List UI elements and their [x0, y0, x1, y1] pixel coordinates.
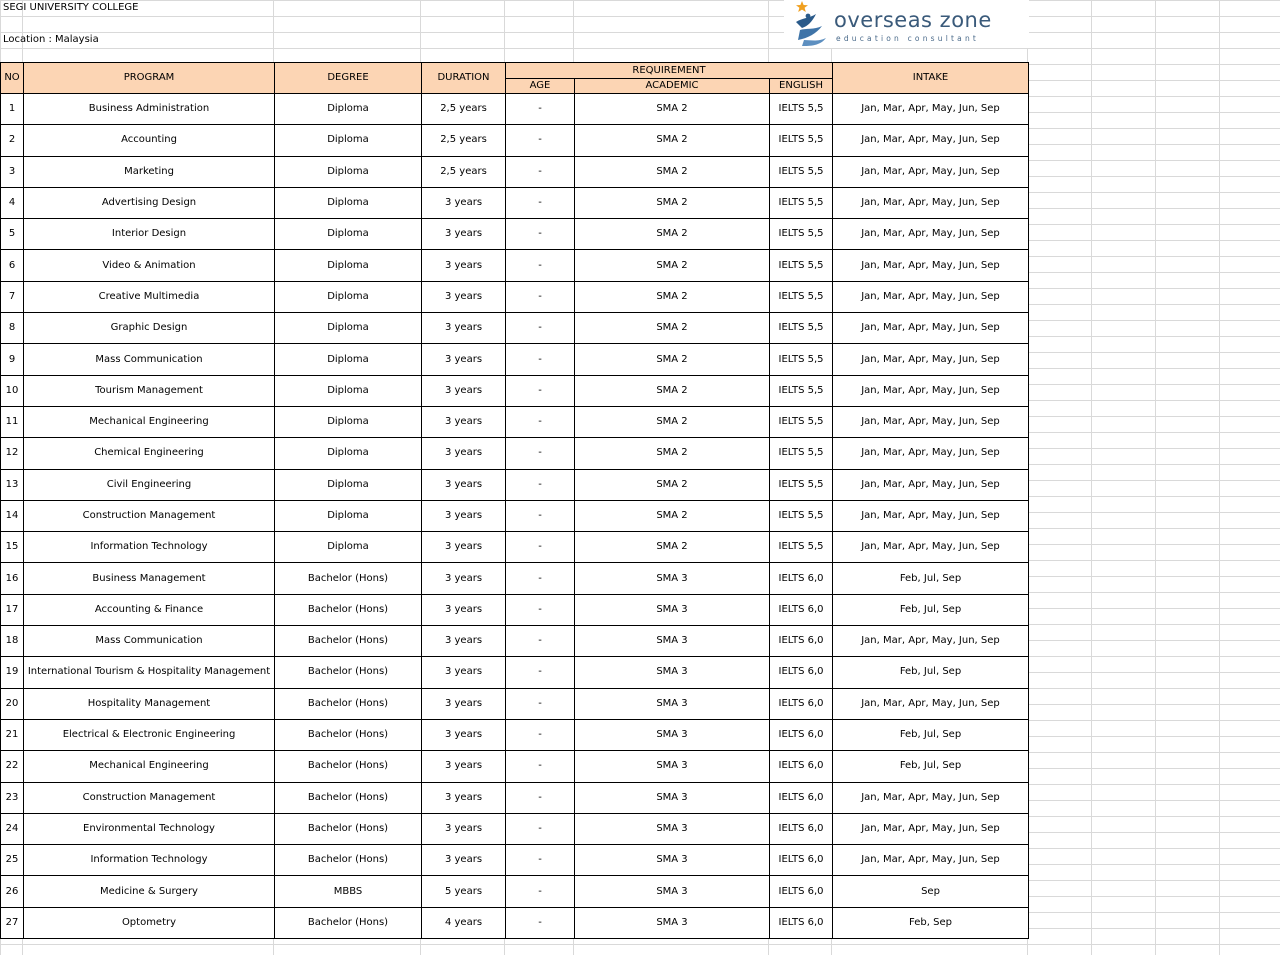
cell-duration[interactable]: 2,5 years [422, 156, 506, 187]
program-rows [1, 94, 1029, 939]
table-row [1, 751, 1029, 782]
cell-intake[interactable]: Jan, Mar, Apr, May, Jun, Sep [833, 813, 1029, 844]
cell-degree[interactable]: Bachelor (Hons) [275, 594, 422, 625]
cell-degree[interactable]: Bachelor (Hons) [275, 626, 422, 657]
cell-no[interactable]: 26 [1, 876, 24, 907]
cell-english[interactable]: IELTS 5,5 [770, 94, 833, 125]
table-row [1, 94, 1029, 125]
cell-program[interactable]: Mechanical Engineering [24, 406, 275, 437]
cell-english[interactable]: IELTS 5,5 [770, 438, 833, 469]
cell-english[interactable]: IELTS 5,5 [770, 344, 833, 375]
cell-intake[interactable]: Jan, Mar, Apr, May, Jun, Sep [833, 500, 1029, 531]
cell-degree[interactable]: Diploma [275, 125, 422, 156]
table-row [1, 469, 1029, 500]
cell-program[interactable]: Chemical Engineering [24, 438, 275, 469]
cell-no[interactable]: 8 [1, 313, 24, 344]
overseas-zone-logo [784, 0, 1029, 48]
cell-no[interactable]: 16 [1, 563, 24, 594]
cell-intake[interactable]: Jan, Mar, Apr, May, Jun, Sep [833, 187, 1029, 218]
cell-degree[interactable]: Bachelor (Hons) [275, 688, 422, 719]
cell-program[interactable]: Construction Management [24, 500, 275, 531]
cell-duration[interactable]: 3 years [422, 375, 506, 406]
cell-intake[interactable]: Jan, Mar, Apr, May, Jun, Sep [833, 125, 1029, 156]
cell-degree[interactable]: Diploma [275, 469, 422, 500]
cell-duration[interactable]: 3 years [422, 813, 506, 844]
cell-age[interactable]: - [506, 782, 575, 813]
cell-age[interactable]: - [506, 344, 575, 375]
header-english: ENGLISH [770, 79, 833, 94]
logo-name: overseas zone [834, 8, 992, 32]
cell-english[interactable]: IELTS 6,0 [770, 813, 833, 844]
cell-program[interactable]: Electrical & Electronic Engineering [24, 719, 275, 750]
cell-intake[interactable]: Jan, Mar, Apr, May, Jun, Sep [833, 94, 1029, 125]
cell-no[interactable]: 20 [1, 688, 24, 719]
cell-academic[interactable]: SMA 2 [575, 156, 770, 187]
cell-age[interactable]: - [506, 594, 575, 625]
cell-duration[interactable]: 3 years [422, 313, 506, 344]
programs-table [0, 62, 1029, 939]
logo-tagline: education consultant [836, 34, 980, 43]
table-row [1, 782, 1029, 813]
cell-no[interactable]: 13 [1, 469, 24, 500]
cell-duration[interactable]: 3 years [422, 688, 506, 719]
cell-program[interactable]: Information Technology [24, 845, 275, 876]
table-row [1, 406, 1029, 437]
cell-no[interactable]: 21 [1, 719, 24, 750]
cell-intake[interactable]: Jan, Mar, Apr, May, Jun, Sep [833, 406, 1029, 437]
cell-duration[interactable]: 3 years [422, 845, 506, 876]
gridline-col [1155, 0, 1156, 955]
cell-age[interactable]: - [506, 187, 575, 218]
cell-program[interactable]: Business Management [24, 563, 275, 594]
cell-duration[interactable]: 3 years [422, 219, 506, 250]
cell-english[interactable]: IELTS 5,5 [770, 313, 833, 344]
cell-academic[interactable]: SMA 2 [575, 532, 770, 563]
cell-age[interactable]: - [506, 626, 575, 657]
cell-academic[interactable]: SMA 3 [575, 657, 770, 688]
cell-duration[interactable]: 3 years [422, 500, 506, 531]
table-row [1, 876, 1029, 907]
cell-age[interactable]: - [506, 688, 575, 719]
cell-intake[interactable]: Feb, Jul, Sep [833, 594, 1029, 625]
header-intake: INTAKE [833, 63, 1029, 94]
cell-academic[interactable]: SMA 3 [575, 845, 770, 876]
cell-academic[interactable]: SMA 2 [575, 187, 770, 218]
cell-no[interactable]: 12 [1, 438, 24, 469]
table-row [1, 281, 1029, 312]
cell-degree[interactable]: Diploma [275, 500, 422, 531]
cell-academic[interactable]: SMA 3 [575, 594, 770, 625]
cell-academic[interactable]: SMA 3 [575, 782, 770, 813]
cell-intake[interactable]: Feb, Jul, Sep [833, 719, 1029, 750]
cell-intake[interactable]: Jan, Mar, Apr, May, Jun, Sep [833, 250, 1029, 281]
cell-program[interactable]: Mass Communication [24, 344, 275, 375]
cell-degree[interactable]: Bachelor (Hons) [275, 845, 422, 876]
table-row [1, 907, 1029, 938]
cell-duration[interactable]: 4 years [422, 907, 506, 938]
cell-no[interactable]: 5 [1, 219, 24, 250]
cell-english[interactable]: IELTS 6,0 [770, 594, 833, 625]
cell-no[interactable]: 15 [1, 532, 24, 563]
table-row [1, 156, 1029, 187]
cell-intake[interactable]: Feb, Sep [833, 907, 1029, 938]
cell-intake[interactable]: Jan, Mar, Apr, May, Jun, Sep [833, 782, 1029, 813]
cell-age[interactable]: - [506, 219, 575, 250]
table-row [1, 313, 1029, 344]
cell-english[interactable]: IELTS 6,0 [770, 845, 833, 876]
cell-degree[interactable]: Diploma [275, 313, 422, 344]
cell-duration[interactable]: 3 years [422, 532, 506, 563]
cell-age[interactable]: - [506, 375, 575, 406]
cell-academic[interactable]: SMA 2 [575, 125, 770, 156]
table-row [1, 813, 1029, 844]
cell-no[interactable]: 14 [1, 500, 24, 531]
cell-academic[interactable]: SMA 2 [575, 469, 770, 500]
cell-intake[interactable]: Jan, Mar, Apr, May, Jun, Sep [833, 626, 1029, 657]
table-row [1, 626, 1029, 657]
cell-no[interactable]: 18 [1, 626, 24, 657]
header-age: AGE [506, 79, 575, 94]
cell-degree[interactable]: MBBS [275, 876, 422, 907]
table-row [1, 125, 1029, 156]
table-row [1, 250, 1029, 281]
cell-duration[interactable]: 3 years [422, 719, 506, 750]
cell-english[interactable]: IELTS 6,0 [770, 626, 833, 657]
cell-duration[interactable]: 3 years [422, 563, 506, 594]
cell-academic[interactable]: SMA 2 [575, 438, 770, 469]
cell-english[interactable]: IELTS 6,0 [770, 907, 833, 938]
cell-age[interactable]: - [506, 719, 575, 750]
cell-no[interactable]: 3 [1, 156, 24, 187]
cell-program[interactable]: Business Administration [24, 94, 275, 125]
cell-program[interactable]: Mass Communication [24, 626, 275, 657]
cell-english[interactable]: IELTS 6,0 [770, 688, 833, 719]
cell-program[interactable]: Hospitality Management [24, 688, 275, 719]
cell-english[interactable]: IELTS 5,5 [770, 187, 833, 218]
cell-intake[interactable]: Jan, Mar, Apr, May, Jun, Sep [833, 281, 1029, 312]
cell-english[interactable]: IELTS 6,0 [770, 782, 833, 813]
cell-program[interactable]: Optometry [24, 907, 275, 938]
table-row [1, 845, 1029, 876]
cell-english[interactable]: IELTS 6,0 [770, 657, 833, 688]
table-row [1, 438, 1029, 469]
cell-program[interactable]: Accounting [24, 125, 275, 156]
cell-duration[interactable]: 3 years [422, 187, 506, 218]
cell-english[interactable]: IELTS 5,5 [770, 375, 833, 406]
cell-degree[interactable]: Diploma [275, 375, 422, 406]
cell-degree[interactable]: Diploma [275, 187, 422, 218]
sheet-location: Location : Malaysia [3, 34, 99, 45]
cell-duration[interactable]: 5 years [422, 876, 506, 907]
cell-intake[interactable]: Jan, Mar, Apr, May, Jun, Sep [833, 344, 1029, 375]
cell-degree[interactable]: Bachelor (Hons) [275, 657, 422, 688]
cell-duration[interactable]: 3 years [422, 281, 506, 312]
cell-no[interactable]: 19 [1, 657, 24, 688]
cell-academic[interactable]: SMA 3 [575, 751, 770, 782]
table-row [1, 719, 1029, 750]
cell-degree[interactable]: Diploma [275, 532, 422, 563]
cell-academic[interactable]: SMA 3 [575, 626, 770, 657]
cell-duration[interactable]: 3 years [422, 626, 506, 657]
cell-english[interactable]: IELTS 5,5 [770, 500, 833, 531]
cell-english[interactable]: IELTS 5,5 [770, 125, 833, 156]
cell-academic[interactable]: SMA 3 [575, 719, 770, 750]
cell-age[interactable]: - [506, 156, 575, 187]
cell-duration[interactable]: 3 years [422, 250, 506, 281]
cell-program[interactable]: Civil Engineering [24, 469, 275, 500]
header-program: PROGRAM [24, 63, 275, 94]
cell-degree[interactable]: Diploma [275, 250, 422, 281]
cell-degree[interactable]: Diploma [275, 406, 422, 437]
cell-degree[interactable]: Bachelor (Hons) [275, 782, 422, 813]
header-academic: ACADEMIC [575, 79, 770, 94]
cell-degree[interactable]: Diploma [275, 219, 422, 250]
cell-english[interactable]: IELTS 5,5 [770, 406, 833, 437]
table-row [1, 657, 1029, 688]
cell-academic[interactable]: SMA 3 [575, 907, 770, 938]
cell-intake[interactable]: Sep [833, 876, 1029, 907]
cell-age[interactable]: - [506, 751, 575, 782]
cell-age[interactable]: - [506, 563, 575, 594]
sheet-title: SEGI UNIVERSITY COLLEGE [3, 2, 139, 13]
table-row [1, 219, 1029, 250]
cell-academic[interactable]: SMA 2 [575, 406, 770, 437]
cell-no[interactable]: 27 [1, 907, 24, 938]
table-row [1, 563, 1029, 594]
cell-program[interactable]: Graphic Design [24, 313, 275, 344]
cell-intake[interactable]: Jan, Mar, Apr, May, Jun, Sep [833, 219, 1029, 250]
cell-age[interactable]: - [506, 876, 575, 907]
cell-age[interactable]: - [506, 94, 575, 125]
cell-academic[interactable]: SMA 2 [575, 219, 770, 250]
cell-degree[interactable]: Bachelor (Hons) [275, 907, 422, 938]
cell-duration[interactable]: 3 years [422, 469, 506, 500]
cell-age[interactable]: - [506, 250, 575, 281]
table-row [1, 594, 1029, 625]
cell-program[interactable]: Marketing [24, 156, 275, 187]
cell-age[interactable]: - [506, 406, 575, 437]
cell-degree[interactable]: Bachelor (Hons) [275, 563, 422, 594]
header-degree: DEGREE [275, 63, 422, 94]
cell-no[interactable]: 23 [1, 782, 24, 813]
cell-duration[interactable]: 3 years [422, 594, 506, 625]
header-no: NO [1, 63, 24, 94]
table-row [1, 344, 1029, 375]
cell-program[interactable]: Mechanical Engineering [24, 751, 275, 782]
gridline-col [1091, 0, 1092, 955]
cell-age[interactable]: - [506, 469, 575, 500]
cell-program[interactable]: Environmental Technology [24, 813, 275, 844]
cell-age[interactable]: - [506, 281, 575, 312]
cell-program[interactable]: Tourism Management [24, 375, 275, 406]
table-row [1, 688, 1029, 719]
cell-academic[interactable]: SMA 3 [575, 813, 770, 844]
cell-age[interactable]: - [506, 438, 575, 469]
cell-intake[interactable]: Feb, Jul, Sep [833, 657, 1029, 688]
cell-age[interactable]: - [506, 313, 575, 344]
cell-no[interactable]: 2 [1, 125, 24, 156]
cell-duration[interactable]: 3 years [422, 751, 506, 782]
cell-academic[interactable]: SMA 2 [575, 281, 770, 312]
cell-age[interactable]: - [506, 125, 575, 156]
cell-duration[interactable]: 3 years [422, 782, 506, 813]
cell-program[interactable]: Creative Multimedia [24, 281, 275, 312]
cell-english[interactable]: IELTS 5,5 [770, 219, 833, 250]
cell-academic[interactable]: SMA 2 [575, 500, 770, 531]
cell-no[interactable]: 22 [1, 751, 24, 782]
cell-duration[interactable]: 2,5 years [422, 94, 506, 125]
cell-no[interactable]: 4 [1, 187, 24, 218]
cell-duration[interactable]: 3 years [422, 438, 506, 469]
cell-no[interactable]: 7 [1, 281, 24, 312]
cell-intake[interactable]: Jan, Mar, Apr, May, Jun, Sep [833, 845, 1029, 876]
cell-degree[interactable]: Bachelor (Hons) [275, 813, 422, 844]
cell-program[interactable]: Medicine & Surgery [24, 876, 275, 907]
cell-intake[interactable]: Jan, Mar, Apr, May, Jun, Sep [833, 688, 1029, 719]
cell-age[interactable]: - [506, 907, 575, 938]
table-row [1, 187, 1029, 218]
cell-age[interactable]: - [506, 813, 575, 844]
cell-age[interactable]: - [506, 845, 575, 876]
cell-academic[interactable]: SMA 3 [575, 688, 770, 719]
gridline-col [1219, 0, 1220, 955]
table-row [1, 500, 1029, 531]
cell-academic[interactable]: SMA 2 [575, 375, 770, 406]
cell-academic[interactable]: SMA 2 [575, 313, 770, 344]
cell-degree[interactable]: Diploma [275, 281, 422, 312]
cell-no[interactable]: 9 [1, 344, 24, 375]
cell-age[interactable]: - [506, 657, 575, 688]
cell-intake[interactable]: Jan, Mar, Apr, May, Jun, Sep [833, 375, 1029, 406]
cell-english[interactable]: IELTS 5,5 [770, 281, 833, 312]
cell-program[interactable]: Video & Animation [24, 250, 275, 281]
cell-degree[interactable]: Diploma [275, 156, 422, 187]
cell-duration[interactable]: 2,5 years [422, 125, 506, 156]
cell-degree[interactable]: Diploma [275, 438, 422, 469]
cell-intake[interactable]: Feb, Jul, Sep [833, 563, 1029, 594]
cell-program[interactable]: Construction Management [24, 782, 275, 813]
cell-academic[interactable]: SMA 2 [575, 344, 770, 375]
cell-program[interactable]: Advertising Design [24, 187, 275, 218]
cell-no[interactable]: 11 [1, 406, 24, 437]
header-duration: DURATION [422, 63, 506, 94]
cell-program[interactable]: Interior Design [24, 219, 275, 250]
cell-degree[interactable]: Diploma [275, 94, 422, 125]
cell-intake[interactable]: Jan, Mar, Apr, May, Jun, Sep [833, 438, 1029, 469]
cell-no[interactable]: 10 [1, 375, 24, 406]
cell-degree[interactable]: Bachelor (Hons) [275, 719, 422, 750]
cell-age[interactable]: - [506, 532, 575, 563]
cell-intake[interactable]: Jan, Mar, Apr, May, Jun, Sep [833, 532, 1029, 563]
cell-english[interactable]: IELTS 5,5 [770, 469, 833, 500]
cell-duration[interactable]: 3 years [422, 657, 506, 688]
cell-no[interactable]: 1 [1, 94, 24, 125]
cell-english[interactable]: IELTS 6,0 [770, 751, 833, 782]
cell-program[interactable]: International Tourism & Hospitality Management [24, 657, 275, 688]
cell-academic[interactable]: SMA 3 [575, 876, 770, 907]
cell-academic[interactable]: SMA 3 [575, 563, 770, 594]
cell-degree[interactable]: Bachelor (Hons) [275, 751, 422, 782]
cell-program[interactable]: Accounting & Finance [24, 594, 275, 625]
cell-intake[interactable]: Jan, Mar, Apr, May, Jun, Sep [833, 156, 1029, 187]
cell-degree[interactable]: Diploma [275, 344, 422, 375]
cell-age[interactable]: - [506, 500, 575, 531]
cell-english[interactable]: IELTS 6,0 [770, 719, 833, 750]
cell-no[interactable]: 24 [1, 813, 24, 844]
cell-english[interactable]: IELTS 5,5 [770, 250, 833, 281]
cell-duration[interactable]: 3 years [422, 406, 506, 437]
cell-intake[interactable]: Jan, Mar, Apr, May, Jun, Sep [833, 313, 1029, 344]
cell-program[interactable]: Information Technology [24, 532, 275, 563]
cell-intake[interactable]: Feb, Jul, Sep [833, 751, 1029, 782]
header-requirement: REQUIREMENT [506, 63, 833, 79]
table-row [1, 532, 1029, 563]
cell-english[interactable]: IELTS 5,5 [770, 156, 833, 187]
cell-english[interactable]: IELTS 6,0 [770, 876, 833, 907]
logo-figure-icon [788, 0, 834, 48]
cell-english[interactable]: IELTS 6,0 [770, 563, 833, 594]
cell-intake[interactable]: Jan, Mar, Apr, May, Jun, Sep [833, 469, 1029, 500]
cell-english[interactable]: IELTS 5,5 [770, 532, 833, 563]
cell-no[interactable]: 6 [1, 250, 24, 281]
table-row [1, 375, 1029, 406]
cell-academic[interactable]: SMA 2 [575, 94, 770, 125]
cell-no[interactable]: 17 [1, 594, 24, 625]
cell-duration[interactable]: 3 years [422, 344, 506, 375]
cell-no[interactable]: 25 [1, 845, 24, 876]
cell-academic[interactable]: SMA 2 [575, 250, 770, 281]
